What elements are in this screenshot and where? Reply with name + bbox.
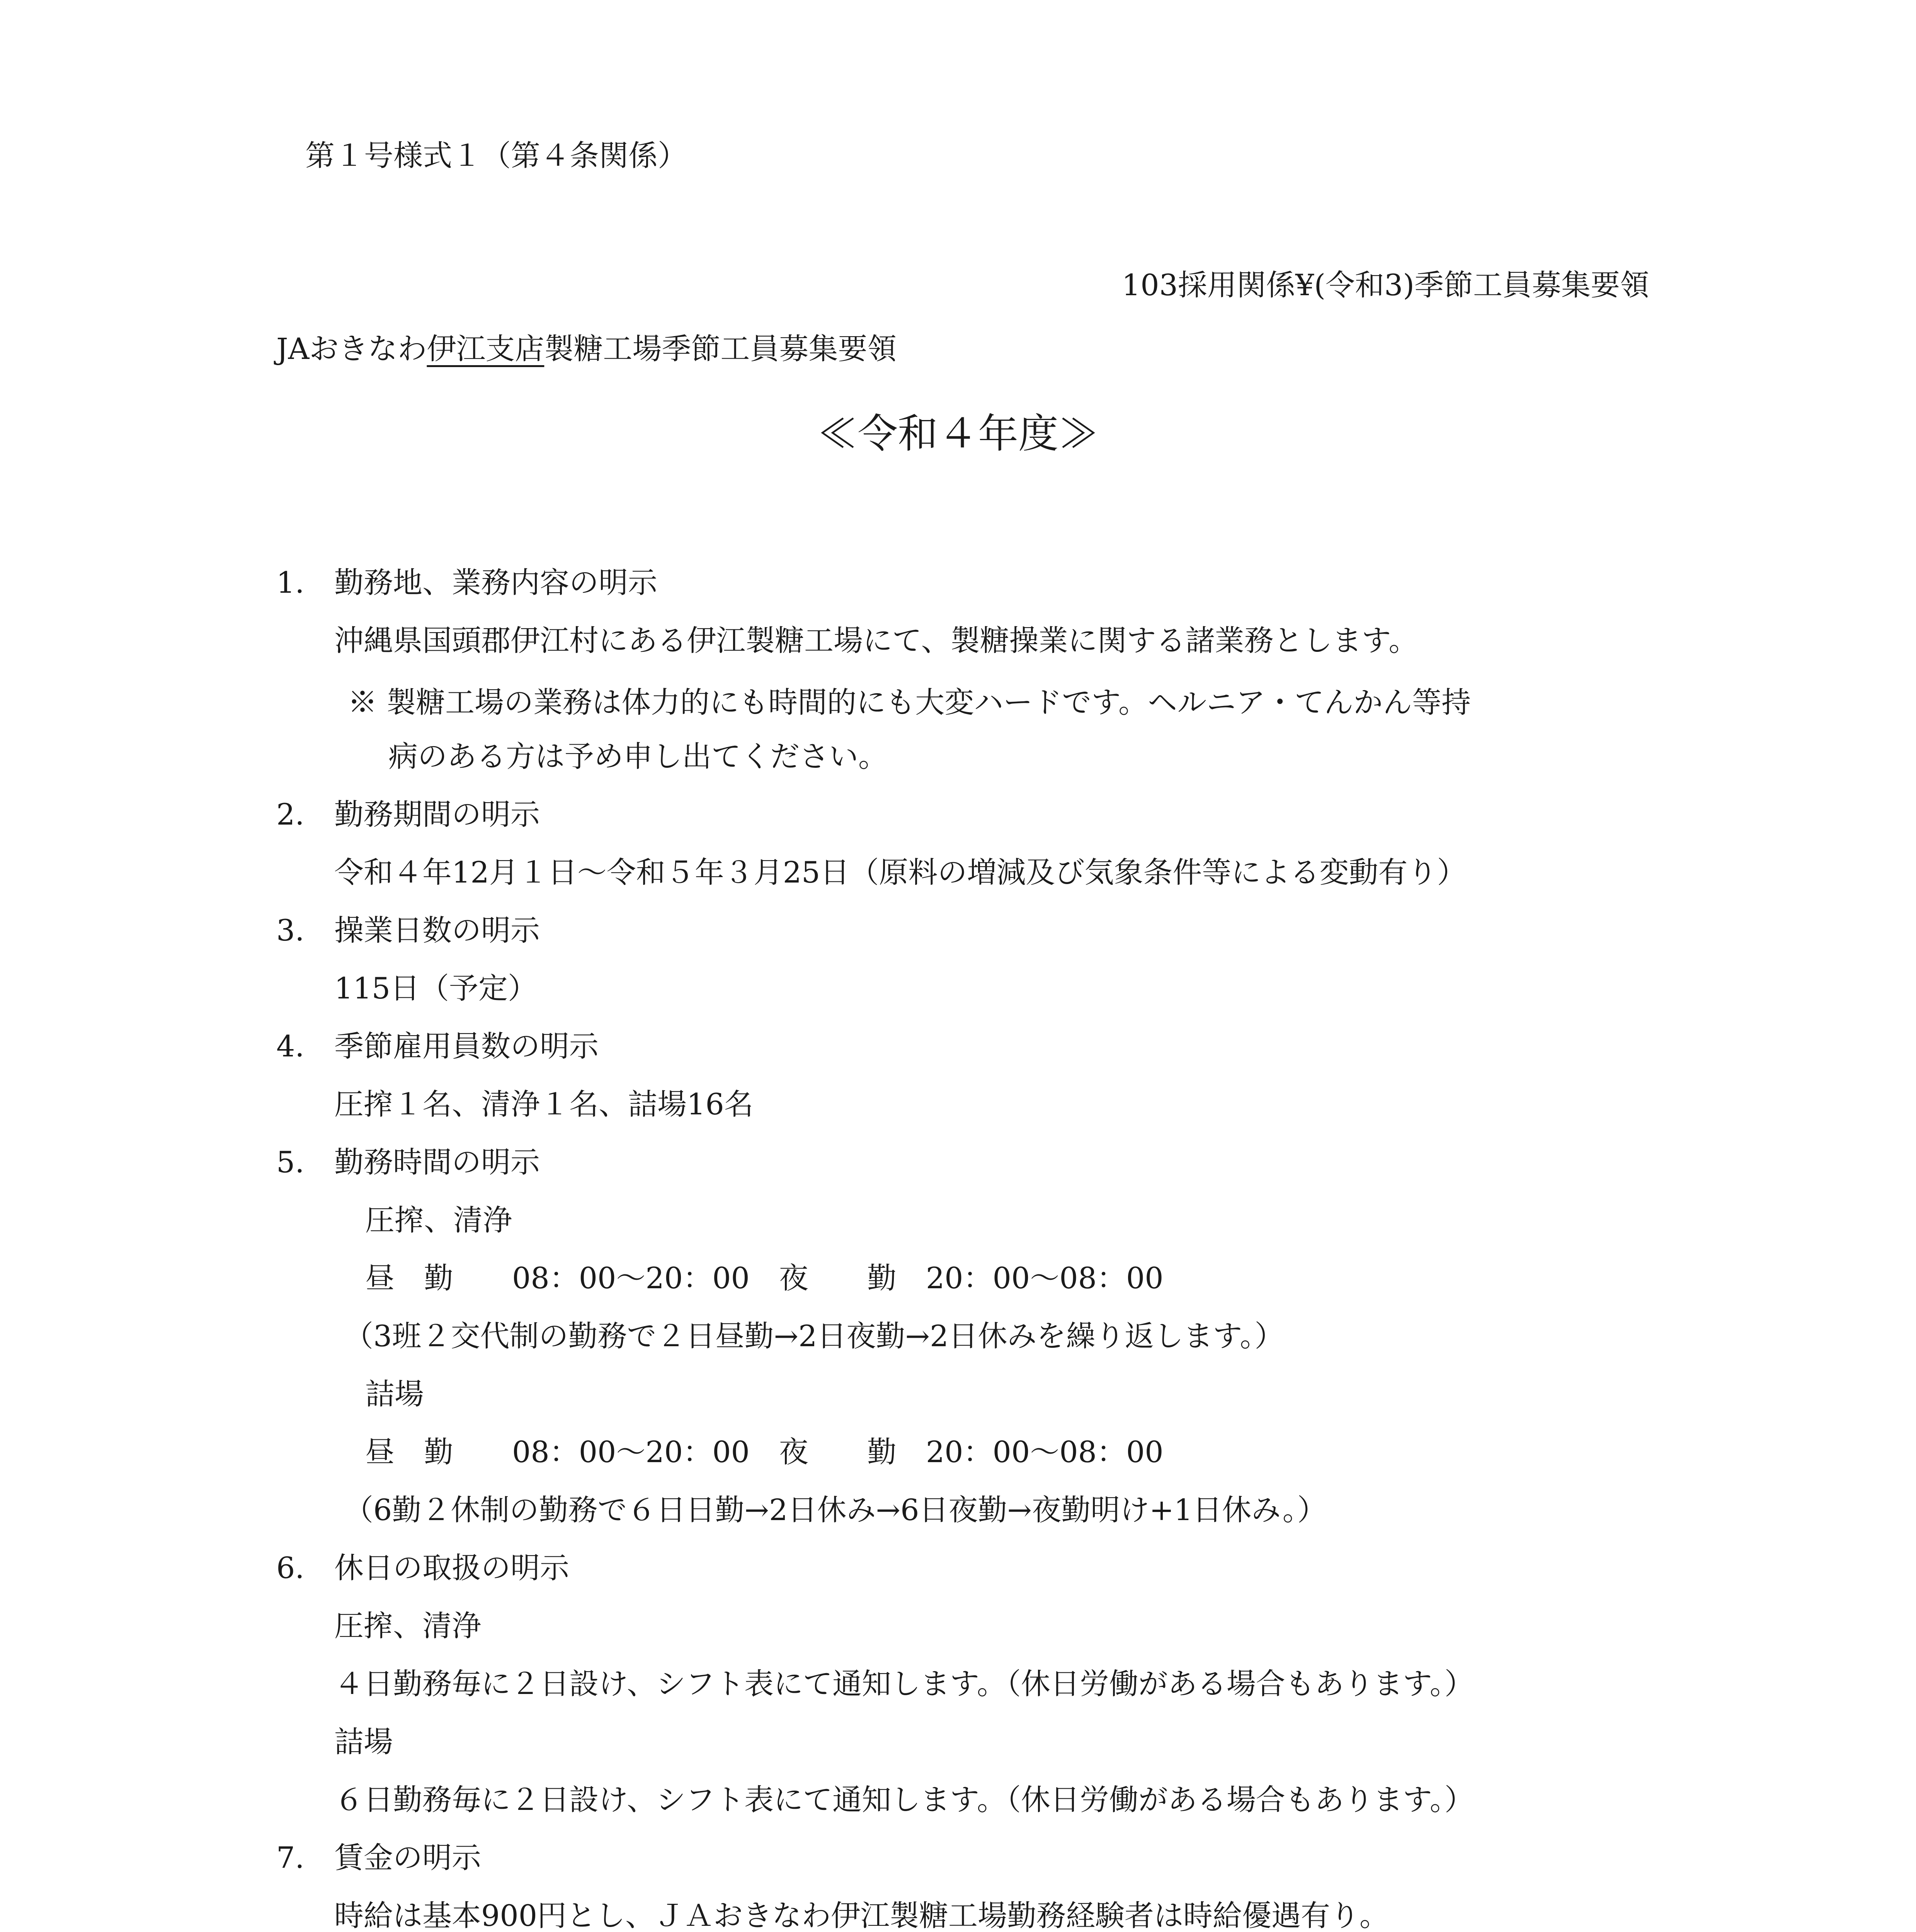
section-6-number: 6.: [276, 1551, 305, 1585]
section-1-line-1: 沖縄県国頭郡伊江村にある伊江製糖工場にて、製糖操業に関する諸業務とします。: [334, 623, 1418, 658]
fiscal-year-title: ≪令和４年度≫: [817, 410, 1099, 457]
section-5-group-2-hours: 昼 勤 08：00～20：00 夜 勤 20：00～08：00: [365, 1435, 1164, 1469]
heading-prefix: JAおきなわ: [276, 332, 427, 366]
section-3-title: 操業日数の明示: [334, 913, 540, 947]
section-4-line-1: 圧搾１名、清浄１名、詰場16名: [334, 1087, 754, 1121]
form-label: 第１号様式１（第４条関係）: [305, 138, 687, 173]
section-1-title: 勤務地、業務内容の明示: [334, 565, 657, 600]
section-6-group-1-text: ４日勤務毎に２日設け、シフト表にて通知します。（休日労働がある場合もあります。）: [334, 1667, 1474, 1701]
section-3-number: 3.: [276, 913, 305, 947]
document-heading: [276, 334, 897, 364]
section-6-group-2-label: 詰場: [334, 1725, 393, 1759]
section-2-number: 2.: [276, 797, 305, 832]
section-7-number: 7.: [276, 1840, 305, 1875]
section-2-title: 勤務期間の明示: [334, 797, 540, 832]
section-6-group-1-label: 圧搾、清浄: [334, 1609, 481, 1643]
section-1-number: 1.: [276, 565, 305, 600]
section-1-note-2: 病のある方は予め申し出てください。: [388, 739, 888, 774]
section-7-title: 賃金の明示: [334, 1840, 481, 1875]
section-5-group-1-note: （3班２交代制の勤務で２日昼勤→2日夜勤→2日休みを繰り返します。）: [344, 1319, 1284, 1353]
section-5-group-2-label: 詰場: [365, 1377, 424, 1411]
section-5-number: 5.: [276, 1145, 305, 1179]
section-4-title: 季節雇用員数の明示: [334, 1029, 599, 1063]
section-6-title: 休日の取扱の明示: [334, 1551, 569, 1585]
section-5-title: 勤務時間の明示: [334, 1145, 540, 1179]
section-2-line-1: 令和４年12月１日～令和５年３月25日（原料の増減及び気象条件等による変動有り）: [334, 855, 1467, 889]
section-5-group-2-note: （6勤２休制の勤務で６日日勤→2日休み→6日夜勤→夜勤明け+1日休み。）: [344, 1493, 1327, 1527]
section-3-line-1: 115日（予定）: [334, 971, 538, 1005]
section-6-group-2-text: ６日勤務毎に２日設け、シフト表にて通知します。（休日労働がある場合もあります。）: [334, 1782, 1474, 1817]
section-7-line-1: 時給は基本900円とし、ＪＡおきなわ伊江製糖工場勤務経験者は時給優遇有り。: [334, 1898, 1389, 1932]
section-4-number: 4.: [276, 1029, 305, 1063]
section-5-group-1-hours: 昼 勤 08：00～20：00 夜 勤 20：00～08：00: [365, 1261, 1164, 1295]
section-1-note-1: ※ 製糖工場の業務は体力的にも時間的にも大変ハードです。ヘルニア・てんかん等持: [348, 685, 1471, 719]
heading-branch-underlined: 伊江支店: [427, 332, 545, 366]
section-5-group-1-label: 圧搾、清浄: [365, 1203, 512, 1237]
document-reference: 103採用関係¥(令和3)季節工員募集要領: [1121, 268, 1649, 302]
heading-suffix: 製糖工場季節工員募集要領: [544, 332, 897, 366]
